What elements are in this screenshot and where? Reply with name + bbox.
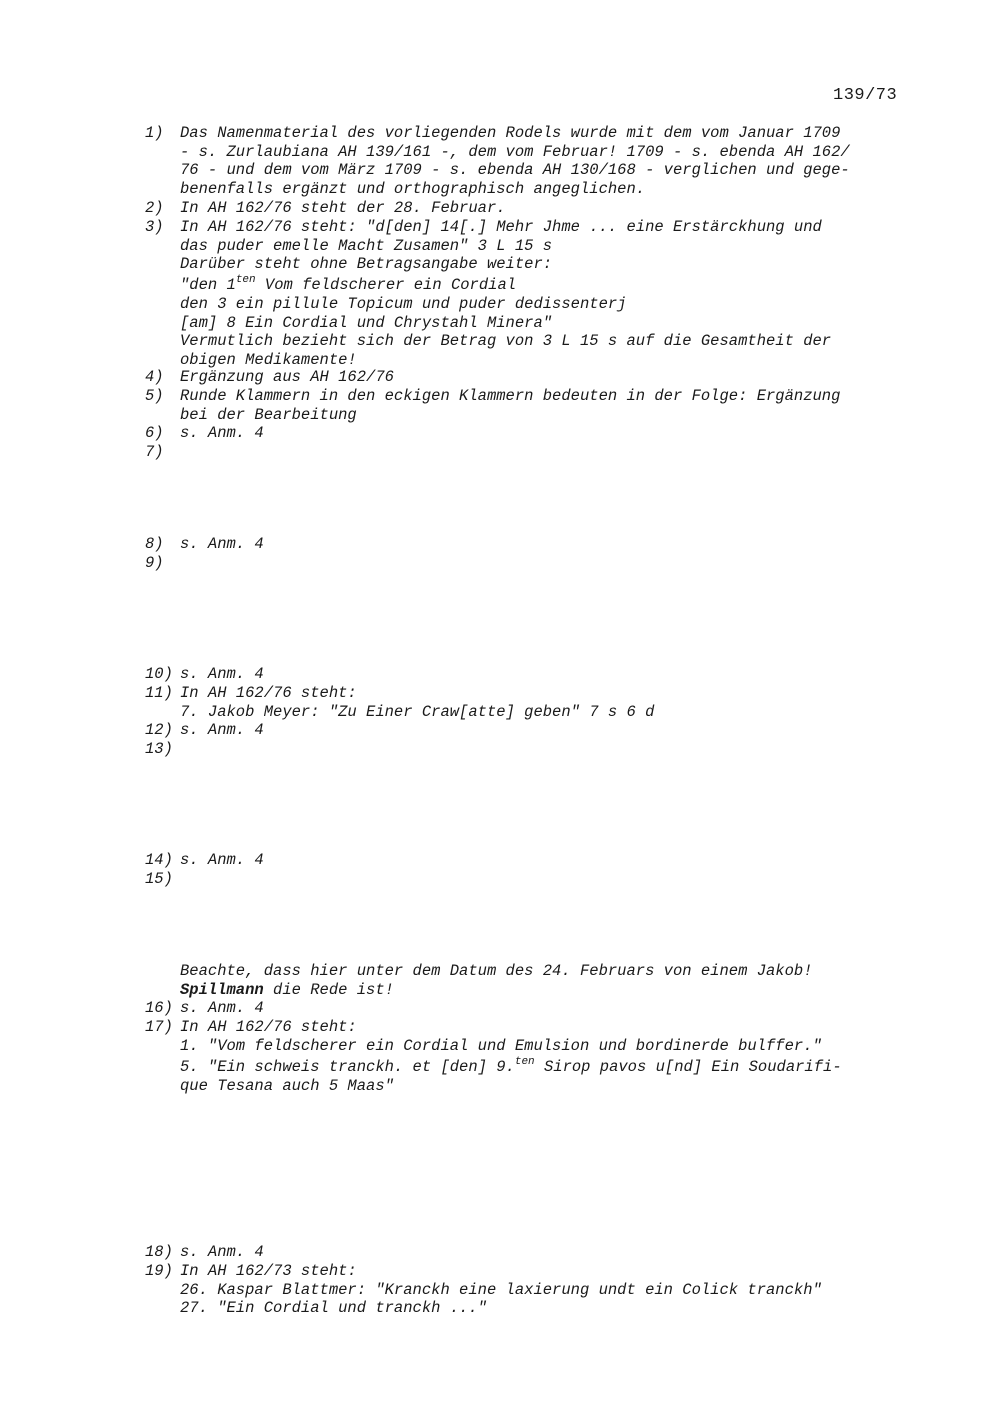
footnote-text: Vom feldscherer ein Cordial — [255, 276, 517, 295]
footnote-line: Das Namenmaterial des vorliegenden Rodels wurde mit dem vom Januar 1709 — [180, 124, 841, 142]
footnote-number: 10) — [145, 665, 173, 683]
superscript: ten — [514, 1056, 535, 1069]
footnote-line: que Tesana auch 5 Maas" — [180, 1077, 394, 1096]
footnote-line: s. Anm. 4 — [180, 1243, 264, 1261]
footnote-line: den 3 ein pillule Topicum und puder dedissenterj — [180, 294, 627, 313]
footnote-line: s. Anm. 4 — [180, 665, 264, 683]
footnote-line: s. Anm. 4 — [180, 851, 264, 869]
footnote-line: In AH 162/76 steht: — [180, 684, 357, 702]
footnote-line: Beachte, dass hier unter dem Datum des 24. Februars von einem Jakob! — [180, 962, 813, 980]
footnote-number: 1) — [145, 124, 164, 142]
footnote-number: 7) — [145, 443, 164, 461]
footnote-number: 8) — [145, 535, 164, 553]
footnote-line: In AH 162/76 steht: "d[den] 14[.] Mehr Jhme ... eine Erstärckhung und — [180, 218, 822, 236]
footnote-remark — [145, 962, 925, 999]
footnote-number: 5) — [145, 387, 164, 405]
footnote-line: obigen Medikamente! — [180, 350, 357, 369]
footnote-number: 4) — [145, 368, 164, 386]
bold-name: Spillmann — [180, 980, 264, 999]
footnote-line: [am] 8 Ein Cordial und Chrystahl Minera" — [180, 313, 553, 332]
footnote-16 — [145, 999, 925, 1018]
footnote-2 — [145, 199, 925, 218]
footnote-11 — [145, 684, 925, 721]
footnote-text: 5. "Ein schweis tranckh. et [den] 9. — [180, 1058, 515, 1077]
footnote-number: 2) — [145, 199, 164, 217]
footnote-line: In AH 162/76 steht: — [180, 1018, 357, 1036]
footnote-number: 16) — [145, 999, 173, 1017]
footnote-line: Ergänzung aus AH 162/76 — [180, 368, 394, 386]
footnote-17 — [145, 1018, 925, 1096]
footnote-14 — [145, 851, 925, 870]
footnote-number: 6) — [145, 424, 164, 442]
footnote-number: 19) — [145, 1262, 173, 1280]
footnote-line: - s. Zurlaubiana AH 139/161 -, dem vom Februar! 1709 - s. ebenda AH 162/ — [180, 142, 850, 161]
footnote-line: In AH 162/76 steht der 28. Februar. — [180, 199, 506, 217]
footnote-12 — [145, 721, 925, 740]
footnote-6 — [145, 424, 925, 443]
footnote-5 — [145, 387, 925, 424]
footnote-line: In AH 162/73 steht: — [180, 1262, 357, 1280]
footnote-line: s. Anm. 4 — [180, 999, 264, 1017]
footnote-number: 3) — [145, 218, 164, 236]
footnote-1 — [145, 124, 925, 199]
footnote-number: 11) — [145, 684, 173, 702]
footnote-18 — [145, 1243, 925, 1262]
footnote-3 — [145, 218, 925, 370]
superscript: ten — [235, 273, 256, 286]
footnote-line: benenfalls ergänzt und orthographisch angeglichen. — [180, 180, 646, 199]
footnote-line: 26. Kaspar Blattmer: "Kranckh eine laxierung undt ein Colick tranckh" — [180, 1280, 822, 1299]
page-number: 139/73 — [833, 86, 898, 105]
footnote-4 — [145, 368, 925, 387]
footnote-line — [180, 981, 925, 1000]
footnote-line: 7. Jakob Meyer: "Zu Einer Craw[atte] geben" 7 s 6 d — [180, 702, 655, 721]
footnote-8 — [145, 535, 925, 554]
footnote-number: 9) — [145, 554, 164, 572]
footnote-line: Vermutlich bezieht sich der Betrag von 3 L 15 s auf die Gesamtheit der — [180, 332, 832, 351]
footnote-number: 18) — [145, 1243, 173, 1261]
footnote-text: Sirop pavos u[nd] Ein Soudarifi- — [534, 1058, 842, 1077]
footnote-line: Darüber steht ohne Betragsangabe weiter: — [180, 255, 553, 274]
footnote-10 — [145, 665, 925, 684]
footnote-line: 1. "Vom feldscherer ein Cordial und Emulsion und bordinerde bulffer." — [180, 1036, 822, 1055]
footnote-number: 17) — [145, 1018, 173, 1036]
footnote-19 — [145, 1262, 925, 1318]
footnote-line: Runde Klammern in den eckigen Klammern bedeuten in der Folge: Ergänzung — [180, 387, 841, 405]
footnote-line: 27. "Ein Cordial und tranckh ..." — [180, 1299, 487, 1318]
footnote-text: "den 1 — [180, 276, 236, 295]
footnote-number: 15) — [145, 870, 173, 888]
footnote-line — [180, 1058, 925, 1077]
footnote-line: das puder emelle Macht Zusamen" 3 L 15 s — [180, 236, 553, 255]
footnote-line: s. Anm. 4 — [180, 424, 264, 442]
footnote-number: 14) — [145, 851, 173, 869]
footnote-line: 76 - und dem vom März 1709 - s. ebenda AH 130/168 - verglichen und gege- — [180, 161, 850, 180]
footnote-number: 12) — [145, 721, 173, 739]
footnote-line — [180, 273, 925, 295]
footnote-number: 13) — [145, 740, 173, 758]
footnote-line: s. Anm. 4 — [180, 721, 264, 739]
footnote-line: bei der Bearbeitung — [180, 405, 357, 424]
footnote-line: s. Anm. 4 — [180, 535, 264, 553]
footnote-text: die Rede ist! — [263, 980, 394, 999]
